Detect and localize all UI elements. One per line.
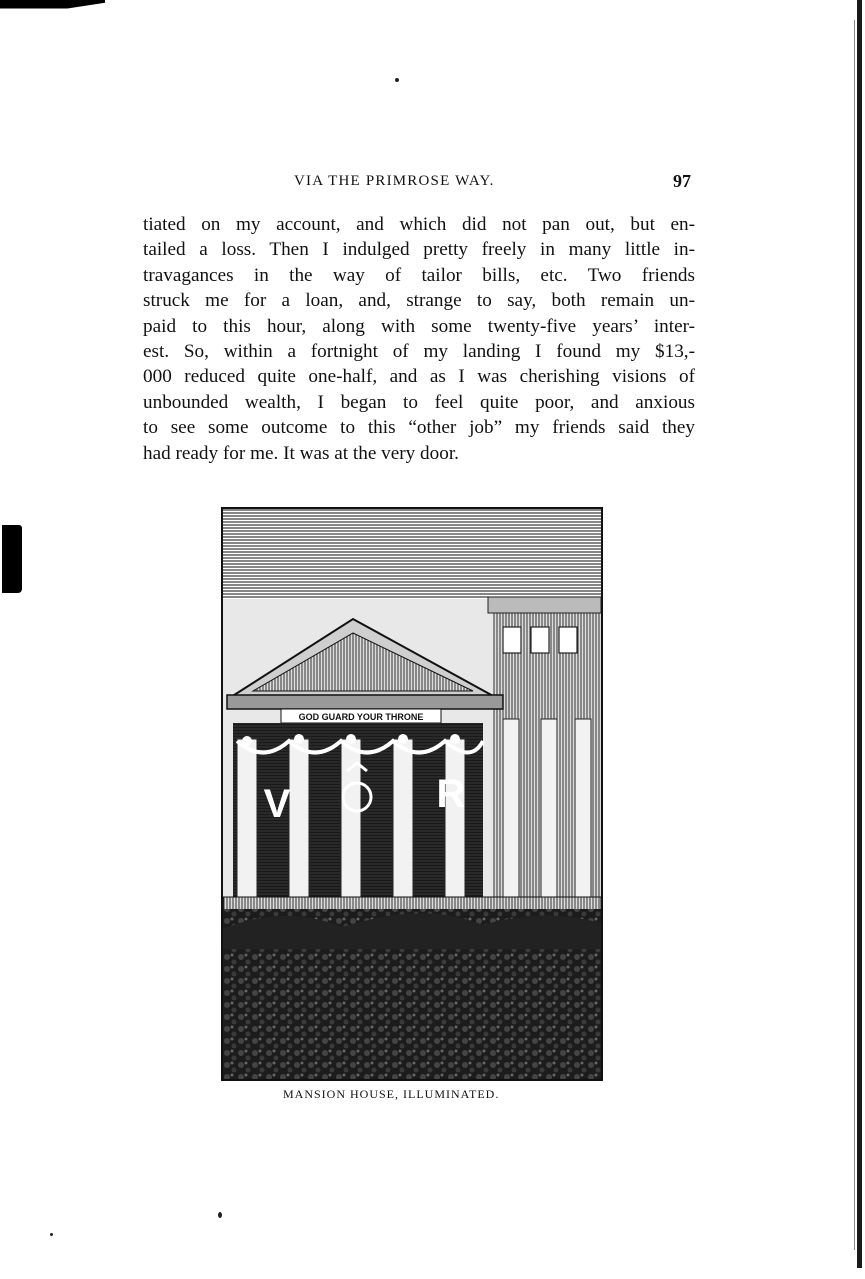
text-line: unbounded wealth, I began to feel quite poor, and anxious [143,391,695,413]
text-line: travagances in the way of tailor bills, etc. Two friends [143,264,695,286]
figure-caption: MANSION HOUSE, ILLUMINATED. [283,1087,500,1101]
text-line: tailed a loss. Then I indulged pretty freely in many little in- [143,239,695,261]
banner-text: GOD GUARD YOUR THRONE [298,712,424,722]
text-line: had ready for me. It was at the very door. [143,442,459,464]
engraving-drawing [223,509,601,1079]
text-line: est. So, within a fortnight of my landing I found my $13,- [143,341,695,363]
text-line: paid to this hour, along with some twenty-five years’ inter- [143,315,695,337]
speck [218,1212,222,1218]
illumination-letter-r: R [436,772,466,816]
body-paragraph [143,212,695,466]
page-number: 97 [673,171,691,191]
text-line: tiated on my account, and which did not pan out, but en- [143,214,695,235]
scan-artifact-left [2,525,22,593]
speck [50,1233,53,1236]
running-title: VIA THE PRIMROSE WAY. [294,173,495,189]
engraving-mansion-house [221,507,603,1081]
text-line: struck me for a loan, and, strange to say, both remain un- [143,290,695,312]
illumination-letter-v: V [263,782,291,826]
scan-edge-right [857,0,862,1268]
scan-edge-line [854,20,855,1250]
speck [395,78,399,82]
scan-artifact-top [0,0,105,14]
text-line: to see some outcome to this “other job” my friends said they [143,417,695,439]
text-line: 000 reduced quite one-half, and as I was cherishing visions of [143,366,695,388]
